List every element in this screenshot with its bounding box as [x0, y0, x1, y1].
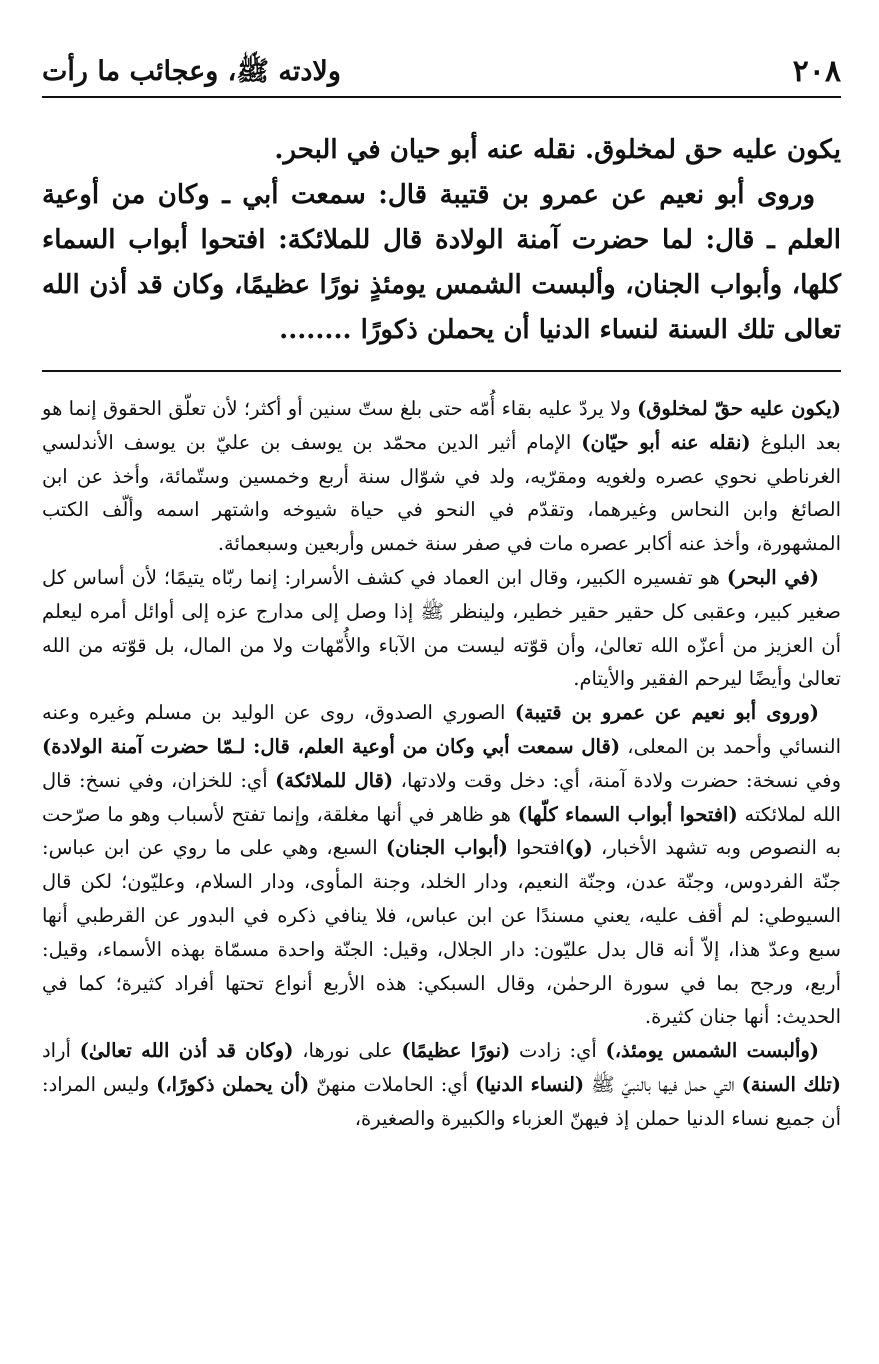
text-run: الإمام أثير الدين محمّد بن يوسف بن عليّ بن يوسف الأندلسي الغرناطي نحوي عصره ولغويه ومقرّيه، ولد في شوّال سنة أربع وخمسين وستّمائة، وأخذ عن ابن الصائغ وابن النحاس وغيرهما، وتقدّم في النحو في حياة شيوخه واشتهر اسمه وألّف الكتب المشهورة، وأخذ عنه أكابر عصره مات في صفر سنة خمس وأربعين وسبعمائة. [42, 430, 841, 556]
text-run: التي حمل فيها بالنبيّ ﷺ [584, 1072, 742, 1096]
quoted-phrase: (افتحوا أبواب السماء كلّها) [517, 802, 738, 826]
text-run: أي: زادت [510, 1039, 606, 1063]
main-text [42, 128, 841, 353]
text-run: السبع، وهي على ما روي عن ابن عباس: جنّة الفردوس، وجنّة عدن، وجنّة النعيم، ودار الخلد، وجنة المأوى، ودار السلام، وعليّون؛ لكن قال السيوطي: لم أقف عليه، يعني مسندًا عن ابن عباس، فلا ينافي ذكره في البدور عن القرطبي أنها سبع وعدّ هذا، إلاّ أنه قال بدل عليّون: دار الجلال، وقيل: الجنّة واحدة مسمّاة بهذه الأسماء، وقيل: أربع، ورجح بما في سورة الرحمٰن، وقال السبكي: هذه الأربع أنواع تحتها أفراد كثيرة؛ كما في الحديث: أنها جنان كثيرة. [42, 836, 841, 1029]
page-number: ٢٠٨ [792, 54, 841, 89]
quoted-phrase: (في البحر) [726, 565, 819, 589]
main-text-paragraph [42, 173, 841, 353]
quoted-phrase: (تلك السنة) [741, 1072, 841, 1096]
text-run: أراد [42, 1039, 80, 1063]
text-run: على نورها، [293, 1039, 402, 1063]
quoted-phrase: (قال للملائكة) [275, 768, 394, 792]
quoted-phrase: (أن يحملن ذكورًا،) [156, 1072, 310, 1096]
text-run: الصوري الصدوق، روى عن الوليد بن مسلم وغيره وعنه النسائي وأحمد بن المعلى، [42, 701, 841, 758]
text-run: وليس المراد: أن جميع نساء الدنيا حملن إذ فيهنّ العزباء والكبيرة والصغيرة، [42, 1072, 841, 1130]
quoted-phrase: (قال سمعت أبي وكان من أوعية العلم، قال: لـمّا حضرت آمنة الولادة) [42, 734, 621, 758]
commentary-text [42, 392, 841, 1136]
quoted-phrase: (وألبست الشمس يومئذ،) [605, 1039, 820, 1063]
quoted-phrase: (وروى أبو نعيم عن عمرو بن قتيبة) [514, 701, 819, 725]
quoted-phrase: (و) [564, 836, 593, 860]
main-text-paragraph [42, 128, 841, 173]
quoted-phrase: (وكان قد أذن الله تعالىٰ) [79, 1039, 294, 1063]
commentary-paragraph [42, 1034, 841, 1135]
text-run: هو ظاهر في أنها مغلقة، وإنما تفتح لأسباب وهو ما صرّحت به النصوص وبه تشهد الأخبار، [42, 802, 842, 860]
quoted-phrase: (نقله عنه أبو حيّان) [581, 430, 751, 454]
commentary-paragraph [42, 561, 841, 696]
page-header [42, 50, 841, 98]
quoted-phrase: (لنساء الدنيا) [474, 1072, 585, 1096]
text-run: أي: الحاملات منهنّ [309, 1072, 475, 1096]
quoted-phrase: (نورًا عظيمًا) [401, 1039, 511, 1063]
text-run: افتحوا [507, 836, 565, 860]
quoted-phrase: (يكون عليه حقّ لمخلوق) [637, 397, 841, 420]
quoted-phrase: (أبواب الجنان) [385, 836, 508, 860]
separator-rule [42, 370, 841, 372]
text-run: هو تفسيره الكبير، وقال ابن العماد في كشف الأسرار: إنما ربّاه يتيمًا؛ لأن أساس كل صغير كبير، وعقبى كل حقير حقير خطير، ولينظر ﷺ إذا وصل إلى مدارج عزه إلى أوائل أمره ليعلم أن العزيز من أعزّه الله تعالىٰ، وأن قوّته ليست من الآباء والأُمّهات ولا من المال، بل قوّته من الله تعالىٰ وأيضًا ليرحم الفقير والأيتام. [42, 565, 841, 691]
text-run: يكون عليه حق لمخلوق. نقله عنه أبو حيان في البحر. [274, 135, 841, 165]
text-run: ولا يردّ عليه بقاء أُمّه حتى بلغ ستّ سنين أو أكثر؛ لأن تعلّق الحقوق إنما هو بعد البلوغ [42, 397, 841, 454]
commentary-paragraph [42, 392, 841, 561]
text-run: وروى أبو نعيم عن عمرو بن قتيبة قال: سمعت أبي ـ وكان من أوعية العلم ـ قال: لما حضرت آمنة الولادة قال للملائكة: افتحوا أبواب السماء كلها، وأبواب الجنان، وألبست الشمس يومئذٍ نورًا عظيمًا، وكان قد أذن الله تعالى تلك السنة لنساء الدنيا أن يحملن ذكورًا ........ [42, 180, 841, 345]
commentary-paragraph [42, 696, 841, 1034]
running-title: ولادته ﷺ، وعجائب ما رأت [42, 56, 341, 87]
text-run: وفي نسخة: حضرت ولادة آمنة، أي: دخل وقت ولادتها، [393, 768, 841, 792]
text-run: أي: للخزان، وفي نسخ: قال الله لملائكته [42, 768, 841, 826]
